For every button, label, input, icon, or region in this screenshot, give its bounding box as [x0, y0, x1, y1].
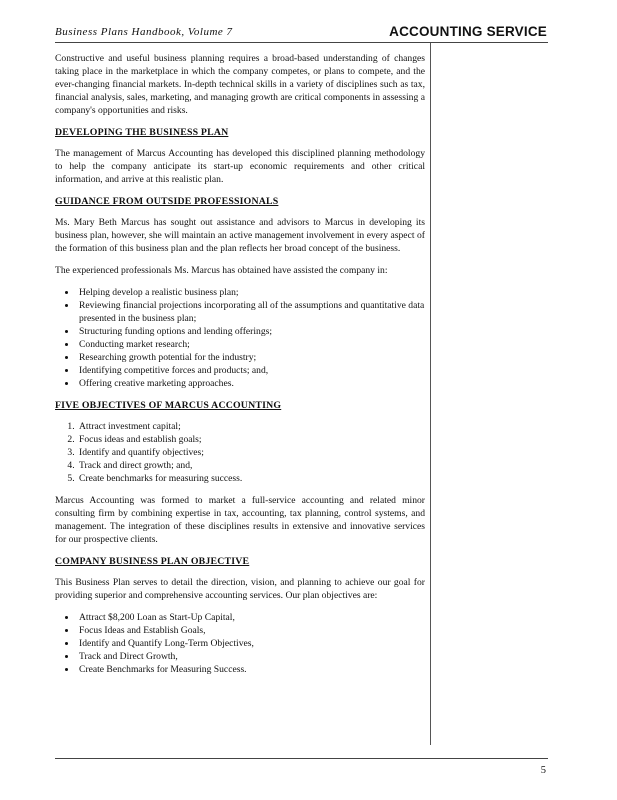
list-item: 4. Track and direct growth; and, [77, 459, 425, 472]
section-title: ACCOUNTING SERVICE [389, 24, 547, 39]
page-number: 5 [540, 765, 546, 776]
heading-developing-plan: DEVELOPING THE BUSINESS PLAN [55, 127, 229, 138]
list-item: • Focus Ideas and Establish Goals, [77, 624, 425, 637]
column-divider [430, 43, 431, 745]
list-item: • Attract $8,200 Loan as Start-Up Capital, [77, 611, 425, 624]
header-divider [55, 42, 548, 43]
heading-five-objectives: FIVE OBJECTIVES OF MARCUS ACCOUNTING [55, 400, 282, 411]
list-item: • Helping develop a realistic business plan; [77, 286, 425, 299]
list-item: • Reviewing financial projections incorporating all of the assumptions and quantitative data presented in the business plan; [77, 299, 425, 325]
list-item: • Offering creative marketing approaches. [77, 377, 425, 390]
plan-objectives-list [55, 611, 425, 676]
guidance-list [55, 286, 425, 390]
list-item: • Researching growth potential for the industry; [77, 351, 425, 364]
list-item: • Track and Direct Growth, [77, 650, 425, 663]
intro-paragraph: Constructive and useful business planning requires a broad-based understanding of changes taking place in the marketplace in which the company competes, or plans to compete, and the ever-changing financial markets. In-depth technical skills in a variety of disciplines such as tax, financial analysis, sales, marketing, and managing growth are critical components in assessing a company's opportunities and risks. [55, 53, 425, 116]
list-item: • Structuring funding options and lending offerings; [77, 325, 425, 338]
objectives-paragraph: Marcus Accounting was formed to market a full-service accounting and related minor consulting firm by combining expertise in tax, accounting, tax planning, control systems, and management. The integration of these disciplines results in extensive and innovative services for our prospective clients. [55, 495, 425, 545]
list-item: 3. Identify and quantify objectives; [77, 446, 425, 459]
guidance-paragraph-1: Ms. Mary Beth Marcus has sought out assistance and advisors to Marcus in developing its business plan, however, she will maintain an active management involvement in every aspect of the formation of this business plan and the plan reflects her broad concept of the business. [55, 217, 425, 254]
footer-divider [55, 758, 548, 759]
list-item: 2. Focus ideas and establish goals; [77, 433, 425, 446]
list-item: 5. Create benchmarks for measuring success. [77, 472, 425, 485]
main-content [55, 52, 425, 685]
list-item: • Identifying competitive forces and products; and, [77, 364, 425, 377]
list-item: • Conducting market research; [77, 338, 425, 351]
page-header [55, 24, 547, 42]
heading-guidance: GUIDANCE FROM OUTSIDE PROFESSIONALS [55, 196, 279, 207]
list-item: 1. Attract investment capital; [77, 420, 425, 433]
developing-paragraph: The management of Marcus Accounting has developed this disciplined planning methodology to help the company anticipate its start-up economic requirements and other critical information, and arrive at this realistic plan. [55, 148, 425, 185]
heading-company-objective: COMPANY BUSINESS PLAN OBJECTIVE [55, 556, 250, 567]
guidance-paragraph-2: The experienced professionals Ms. Marcus has obtained have assisted the company in: [55, 265, 388, 276]
book-title: Business Plans Handbook, Volume 7 [55, 26, 233, 38]
list-item: • Create Benchmarks for Measuring Success. [77, 663, 425, 676]
company-objective-paragraph: This Business Plan serves to detail the direction, vision, and planning to achieve our goal for providing superior and comprehensive accounting services. Our plan objectives are: [55, 577, 425, 601]
objectives-list [55, 420, 425, 485]
list-item: • Identify and Quantify Long-Term Objectives, [77, 637, 425, 650]
